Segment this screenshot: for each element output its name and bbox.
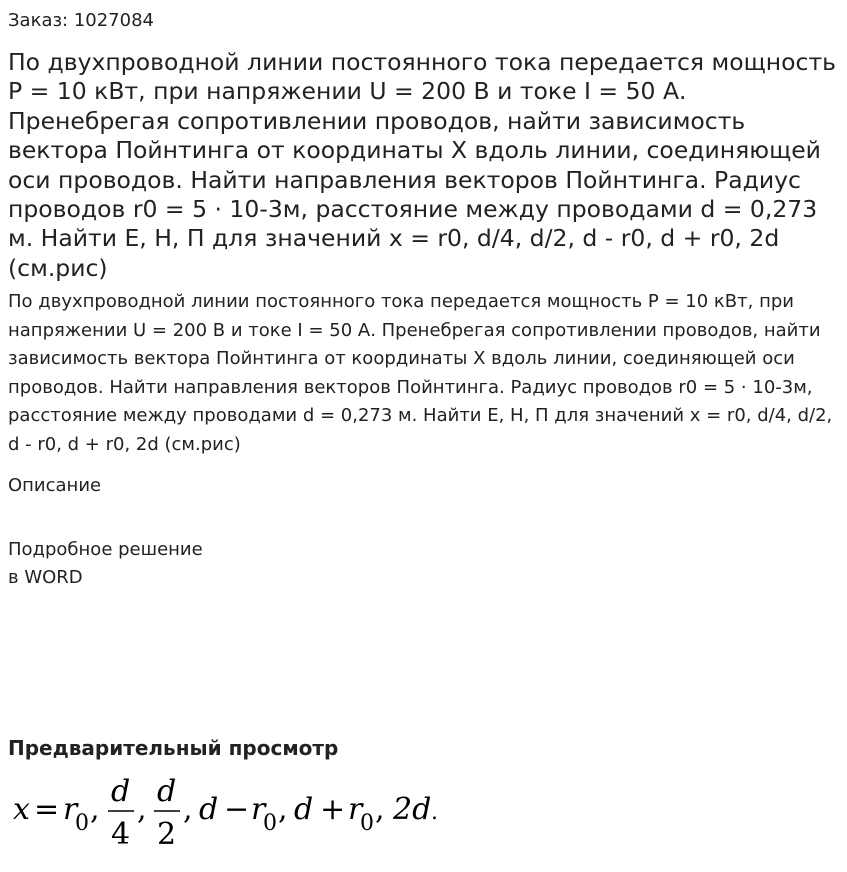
formula-r-1: r	[63, 792, 78, 827]
formula-2d: 2d	[393, 792, 432, 827]
solution-line-2: в WORD	[8, 567, 83, 588]
order-number: Заказ: 1027084	[8, 10, 154, 31]
formula-r-2: r	[251, 792, 266, 827]
description-label: Описание	[8, 475, 102, 496]
formula-comma-2: ,	[137, 792, 147, 827]
formula-x: x	[13, 792, 30, 827]
formula-sub-1: 0	[75, 811, 89, 836]
preview-formula-image	[10, 770, 450, 855]
formula-d-2: d	[294, 792, 314, 827]
solution-line-1: Подробное решение	[8, 539, 203, 560]
formula-svg	[10, 770, 450, 855]
formula-dot: .	[431, 800, 438, 825]
formula-comma-4: ,	[278, 792, 288, 827]
task-body: По двухпроводной линии постоянного тока передается мощность P = 10 кВт, при напряжении U = 200 В и токе I = 50 А. Пренебрегая сопротивлении проводов, найти зависимость вектора Пойнтинга от координаты X вдоль линии, соединяющей оси проводов. Найти направления векторов Пойнтинга. Радиус проводов r0 = 5 · 10-3м, расстояние между проводами d = 0,273 м. Найти E, H, П для значений x = r0, d/4, d/2, d - r0, d + r0, 2d (см.рис)	[8, 291, 833, 455]
formula-comma-1: ,	[90, 792, 100, 827]
formula-d-1: d	[199, 792, 219, 827]
formula-comma-3: ,	[183, 792, 193, 827]
solution-info	[8, 536, 203, 592]
task-title: По двухпроводной линии постоянного тока передается мощность P = 10 кВт, при напряжении U = 200 В и токе I = 50 А. Пренебрегая сопротивлении проводов, найти зависимость вектора Пойнтинга от координаты X вдоль линии, соединяющей оси проводов. Найти направления векторов Пойнтинга. Радиус проводов r0 = 5 · 10-3м, расстояние между проводами d = 0,273 м. Найти E, H, П для значений x = r0, d/4, d/2, d - r0, d + r0, 2d (см.рис)	[8, 48, 836, 282]
formula-minus: −	[224, 792, 250, 827]
formula-frac2-num: d	[157, 774, 177, 809]
formula-frac1-den: 4	[111, 817, 131, 852]
formula-frac1-num: d	[111, 774, 131, 809]
formula-plus: +	[320, 792, 346, 827]
formula-frac2-den: 2	[157, 817, 177, 852]
formula-sub-2: 0	[263, 811, 277, 836]
formula-r-3: r	[348, 792, 363, 827]
formula-comma-5: ,	[375, 792, 385, 827]
formula-sub-3: 0	[360, 811, 374, 836]
preview-heading: Предварительный просмотр	[8, 736, 339, 760]
formula-eq: =	[34, 792, 60, 827]
